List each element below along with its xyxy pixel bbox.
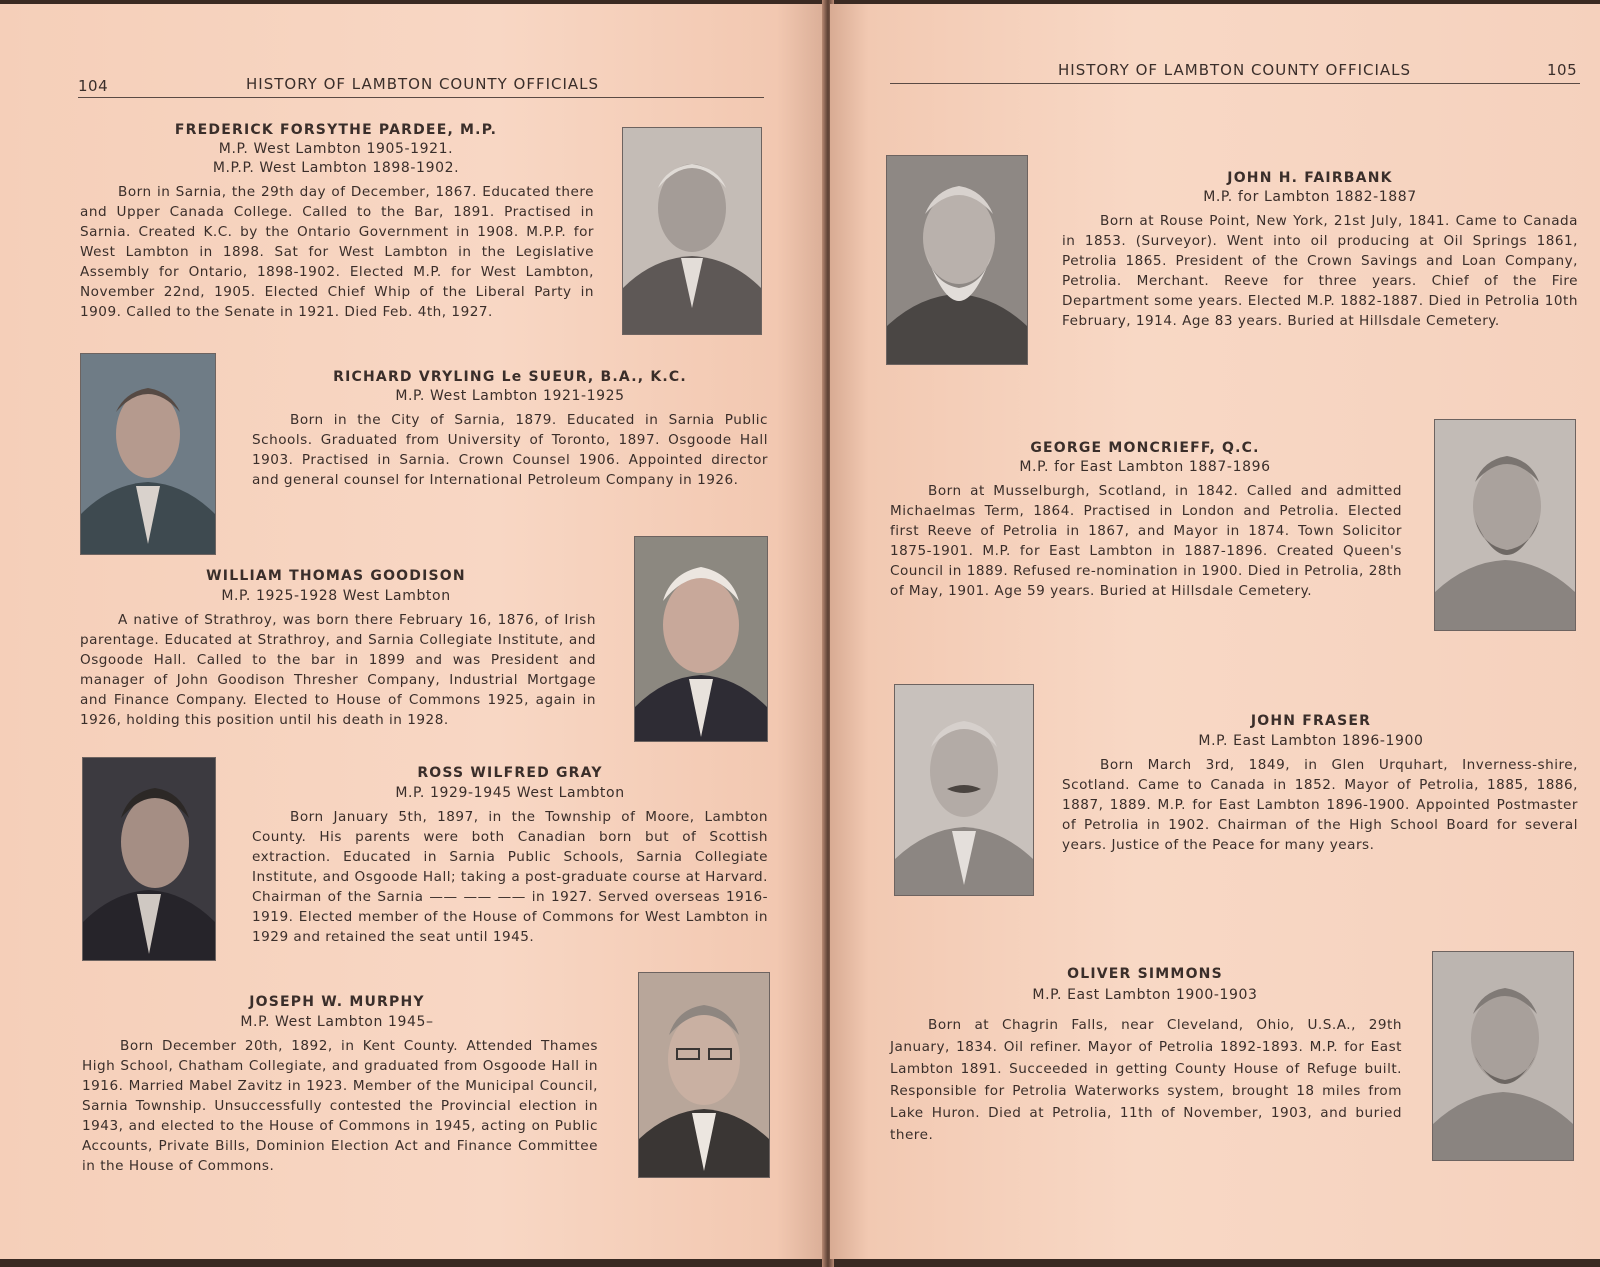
entry-bio: Born December 20th, 1892, in Kent County. Attended Thames High School, Chatham Collegiate, and graduated from Osgoode Hall in 1916. Married Mabel Zavitz in 1923. Member of the Municipal Council, Sarnia Township. Unsuccessfully contested the Provincial election in 1943, and elected to the House of Commons in 1945, acting on Public Accounts, Private Bills, Dominion Election Act and Finance Committee in the House of Commons. [82, 1038, 598, 1174]
entry-name: JOHN FRASER [1250, 713, 1372, 729]
portrait-photo [622, 127, 762, 335]
portrait-photo [894, 684, 1034, 896]
entry-subtitle: M.P. for Lambton 1882-1887 [1203, 189, 1417, 205]
entry-bio: Born March 3rd, 1849, in Glen Urquhart, Inverness-shire, Scotland. Came to Canada in 1852. Mayor of Petrolia, 1885, 1886, 1887, 1889. M.P. for East Lambton 1896-1900. Appointed Postmaster of Petrolia in 1902. Chairman of the High School Board for several years. Justice of the Peace for many years. [1062, 757, 1578, 853]
running-head: HISTORY OF LAMBTON COUNTY OFFICIALS [1058, 61, 1412, 79]
entry-name: OLIVER SIMMONS [1067, 966, 1223, 982]
portrait-photo [1432, 951, 1574, 1161]
entry-name: ROSS WILFRED GRAY [417, 765, 603, 781]
entry-subtitle: M.P. for East Lambton 1887-1896 [1019, 459, 1271, 475]
entry-name: JOHN H. FAIRBANK [1227, 170, 1393, 186]
entry-bio: Born at Rouse Point, New York, 21st July, 1841. Came to Canada in 1853. (Surveyor). Went into oil producing at Oil Springs 1861, Petrolia 1865. President of the Crown Savings and Loan Company, Petrolia. Merchant. Reeve for three years. Chief of the Fire Department some years. Elected M.P. 1882-1887. Died in Petrolia 10th February, 1914. Age 83 years. Buried at Hillsdale Cemetery. [1062, 213, 1578, 329]
entry-subtitle: M.P. West Lambton 1945– [240, 1014, 434, 1030]
entry-name: RICHARD VRYLING Le SUEUR, B.A., K.C. [333, 369, 687, 385]
entry-subtitle: M.P. 1925-1928 West Lambton [221, 588, 451, 604]
entry-bio: Born at Musselburgh, Scotland, in 1842. Called and admitted Michaelmas Term, 1864. Practised in London and Petrolia. Elected first Reeve of Petrolia in 1867, and Mayor in 1874. Town Solicitor 1875-1901. M.P. for East Lambton in 1887-1896. Created Queen's Council in 1889. Refused re-nomination in 1900. Died in Petrolia, 28th of May, 1901. Age 59 years. Buried at Hillsdale Cemetery. [890, 483, 1402, 599]
entry-bio: Born in the City of Sarnia, 1879. Educated in Sarnia Public Schools. Graduated from University of Toronto, 1897. Osgoode Hall 1903. Practised in Sarnia. Crown Counsel 1906. Appointed director and general counsel for International Petroleum Company in 1926. [252, 412, 768, 488]
portrait-photo [638, 972, 770, 1178]
entry-bio: Born in Sarnia, the 29th day of December, 1867. Educated there and Upper Canada College. Called to the Bar, 1891. Practised in Sarnia. Created K.C. by the Ontario Government in 1908. M.P.P. for West Lambton in 1898. Sat for West Lambton in the Legislative Assembly for Ontario, 1898-1902. Elected M.P. for West Lambton, November 22nd, 1905. Elected Chief Whip of the Liberal Party in 1909. Called to the Senate in 1921. Died Feb. 4th, 1927. [80, 184, 594, 320]
portrait-figure [83, 758, 215, 960]
portrait-figure [623, 128, 761, 334]
running-head: HISTORY OF LAMBTON COUNTY OFFICIALS [246, 75, 600, 93]
entry-subtitle: M.P. West Lambton 1921-1925 [395, 388, 625, 404]
entry-name: WILLIAM THOMAS GOODISON [206, 568, 466, 584]
page-number: 105 [1547, 61, 1578, 79]
header-rule [890, 83, 1580, 84]
entry-subtitle: M.P. East Lambton 1896-1900 [1198, 733, 1424, 749]
entry-name: FREDERICK FORSYTHE PARDEE, M.P. [174, 122, 498, 138]
entry-subtitle: M.P.P. West Lambton 1898-1902. [212, 160, 460, 176]
right-page [830, 4, 1600, 1259]
portrait-photo [886, 155, 1028, 365]
portrait-figure [81, 354, 215, 554]
entry-bio: Born at Chagrin Falls, near Cleveland, Ohio, U.S.A., 29th January, 1834. Oil refiner. Mayor of Petrolia 1892-1893. M.P. for East Lambton 1891. Succeeded in getting County House of Refuge built. Responsible for Petrolia Waterworks system, brought 18 miles from Lake Huron. Died at Petrolia, 11th of November, 1903, and buried there. [890, 1017, 1402, 1143]
portrait-figure [635, 537, 767, 741]
portrait-photo [80, 353, 216, 555]
entry-name: GEORGE MONCRIEFF, Q.C. [1030, 440, 1260, 456]
portrait-photo [634, 536, 768, 742]
portrait-figure [1433, 952, 1573, 1160]
header-rule [78, 97, 764, 98]
entry-subtitle: M.P. East Lambton 1900-1903 [1032, 987, 1258, 1003]
portrait-figure [639, 973, 769, 1177]
portrait-photo [82, 757, 216, 961]
entry-subtitle: M.P. 1929-1945 West Lambton [395, 785, 625, 801]
page-number: 104 [78, 77, 109, 95]
portrait-figure [1435, 420, 1575, 630]
entry-bio: Born January 5th, 1897, in the Township of Moore, Lambton County. His parents were both Canadian born but of Scottish extraction. Educated in Sarnia Public Schools, Sarnia Collegiate Institute, and Osgoode Hall; taking a post-graduate course at Harvard. Chairman of the Sarnia —— —— —— in 1927. Served overseas 1916-1919. Elected member of the House of Commons for West Lambton in 1929 and retained the seat until 1945. [252, 809, 768, 945]
entry-name: JOSEPH W. MURPHY [249, 994, 425, 1010]
portrait-figure [895, 685, 1033, 895]
portrait-photo [1434, 419, 1576, 631]
entry-subtitle: M.P. West Lambton 1905-1921. [218, 141, 454, 157]
portrait-figure [887, 156, 1027, 364]
left-page [0, 4, 826, 1259]
entry-bio: A native of Strathroy, was born there February 16, 1876, of Irish parentage. Educated at Strathroy, and Sarnia Collegiate Institute, and Osgoode Hall. Called to the bar in 1899 and was President and manager of John Goodison Thresher Company, Industrial Mortgage and Finance Company. Elected to House of Commons 1925, again in 1926, holding this position until his death in 1928. [80, 612, 596, 728]
